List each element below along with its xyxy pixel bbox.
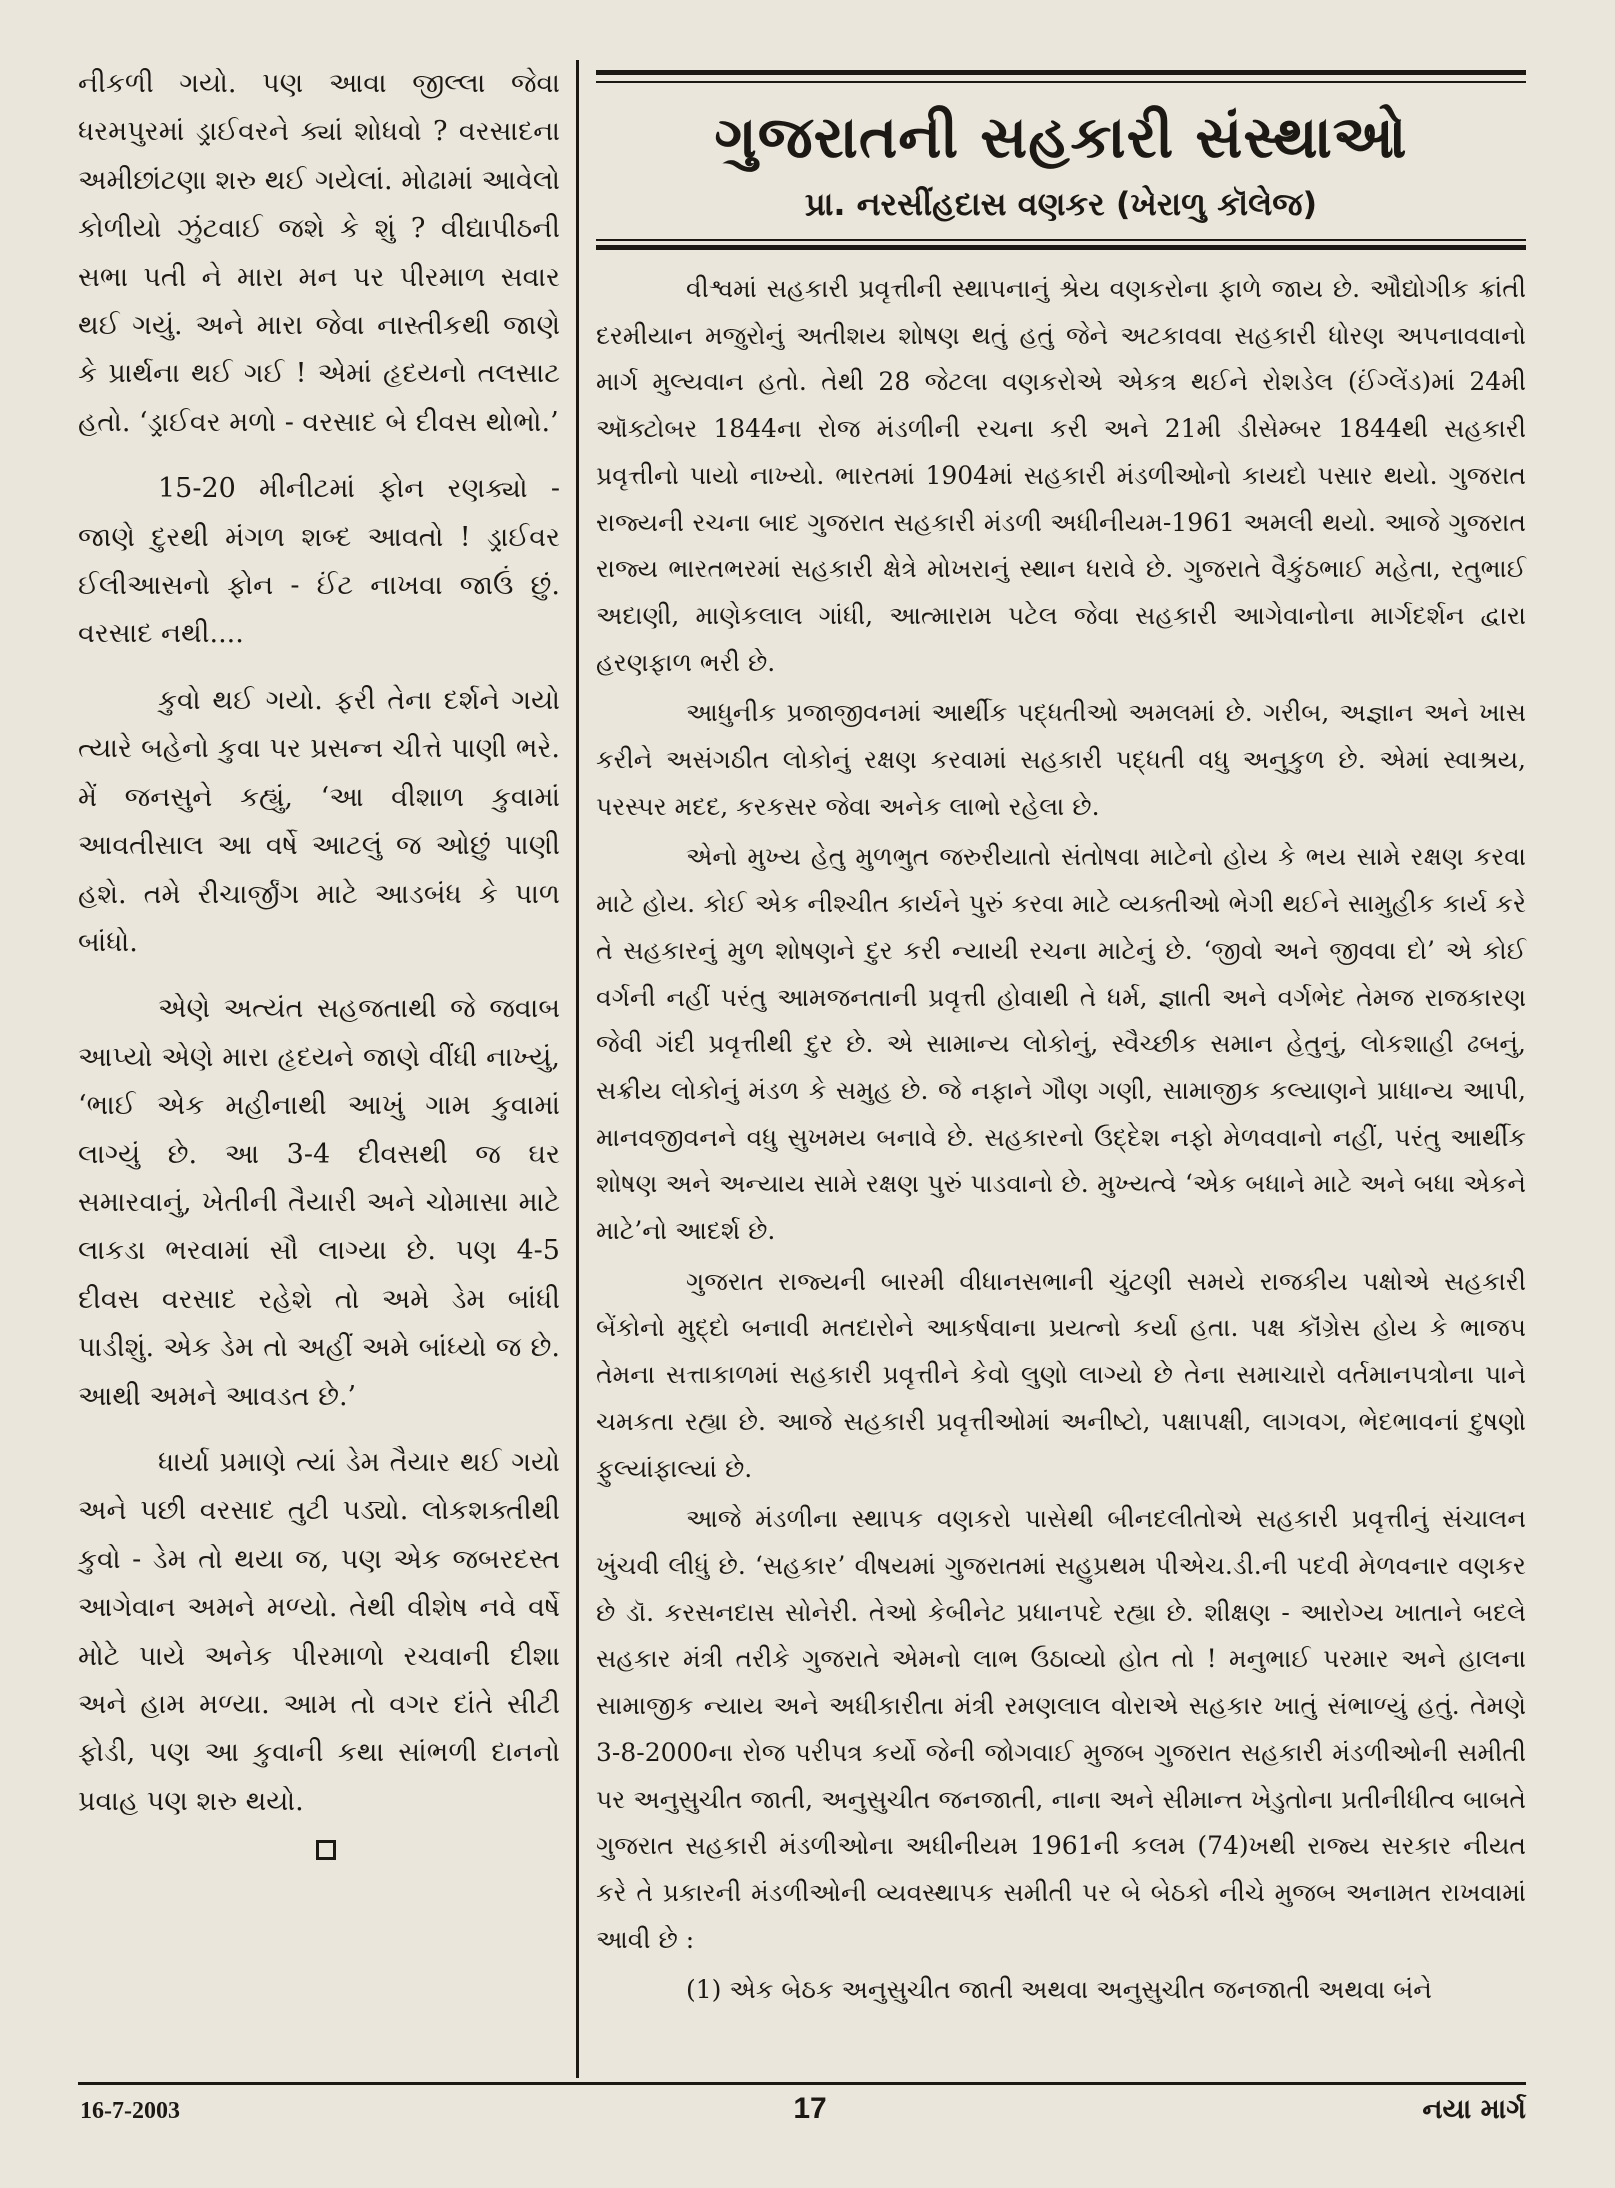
left-paragraph-2: 15-20 મીનીટમાં ફોન રણક્યો - જાણે દુરથી મંગળ શબ્દ આવતો ! ડ્રાઈવર ઈલીઆસનો ફોન - ઈંટ નાખવા જાઉં છું. વરસાદ નથી.... [78,473,560,650]
left-paragraph-5: ધાર્યા પ્રમાણે ત્યાં ડેમ તૈયાર થઈ ગયો અને પછી વરસાદ તુટી પડ્યો. લોકશક્તીથી કુવો - ડેમ તો થયા જ, પણ એક જબરદસ્ત આગેવાન અમને મળ્યો. તેથી વીશેષ નવે વર્ષે મોટે પાયે અનેક પીરમાળો રચવાની દીશા અને હામ મળ્યા. આમ તો વગર દાંતે સીટી ફોડી, પણ આ કુવાની કથા સાંભળી દાનનો પ્રવાહ પણ શરુ થયો. [78,1446,560,1817]
article-byline: પ્રા. નરસીંહદાસ વણકર (ખેરાળુ કૉલેજ) [804,185,1318,223]
column-divider [576,60,579,2078]
footer-rule [78,2082,1526,2085]
page-number: 17 [793,2092,827,2125]
article-column [596,70,1526,2018]
publication-name: નયા માર્ગ [1422,2094,1526,2125]
article-paragraph-2: આધુનીક પ્રજાજીવનમાં આર્થીક પદ્ધતીઓ અમલમાં છે. ગરીબ, અજ્ઞાન અને ખાસ કરીને અસંગઠીત લોકોનું રક્ષણ કરવામાં સહકારી પદ્ધતી વધુ અનુકુળ છે. એમાં સ્વાશ્રય, પરસ્પર મદદ, કરકસર જેવા અનેક લાભો રહેલા છે. [596,698,1526,821]
header-rule-bottom [596,245,1526,250]
article-paragraph-4: ગુજરાત રાજ્યની બારમી વીધાનસભાની ચુંટણી સમયે રાજકીય પક્ષોએ સહકારી બેંકોનો મુદ્દો બનાવી મતદારોને આકર્ષવાના પ્રયત્નો કર્યા હતા. પક્ષ કૉંગ્રેસ હોય કે ભાજપ તેમના સત્તાકાળમાં સહકારી પ્રવૃત્તીને કેવો લુણો લાગ્યો છે તેના સમાચારો વર્તમાનપત્રોના પાને ચમકતા રહ્યા છે. આજે સહકારી પ્રવૃત્તીઓમાં અનીષ્ટો, પક્ષાપક્ષી, લાગવગ, ભેદભાવનાં દુષણો ફુલ્યાંફાલ્યાં છે. [596,1266,1526,1483]
end-of-article-box-icon [316,1840,336,1860]
left-column [78,60,560,1860]
article-body [596,266,1526,2014]
article-paragraph-5: આજે મંડળીના સ્થાપક વણકરો પાસેથી બીનદલીતોએ સહકારી પ્રવૃત્તીનું સંચાલન ખુંચવી લીધું છે. ‘સહકાર’ વીષયમાં ગુજરાતમાં સહુપ્રથમ પીએચ.ડી.ની પદવી મેળવનાર વણકર છે ડૉ. કરસનદાસ સોનેરી. તેઓ કેબીનેટ પ્રધાનપદે રહ્યા છે. શીક્ષણ - આરોગ્ય ખાતાને બદલે સહકાર મંત્રી તરીકે ગુજરાતે એમનો લાભ ઉઠાવ્યો હોત તો ! મનુભાઈ પરમાર અને હાલના સામાજીક ન્યાય અને અધીકારીતા મંત્રી રમણલાલ વોરાએ સહકાર ખાતું સંભાળ્યું હતું. તેમણે 3-8-2000ના રોજ પરીપત્ર કર્યો જેની જોગવાઈ મુજબ ગુજરાત સહકારી મંડળીઓની સમીતી પર અનુસુચીત જાતી, અનુસુચીત જનજાતી, નાના અને સીમાન્ત ખેડુતોના પ્રતીનીધીત્વ બાબતે ગુજરાત સહકારી મંડળીઓના અધીનીયમ 1961ની કલમ (74)ખથી રાજ્ય સરકાર નીયત કરે તે પ્રકારની મંડળીઓની વ્યવસ્થાપક સમીતી પર બે બેઠકો નીચે મુજબ અનામત રાખવામાં આવી છે : [596,1504,1526,1954]
left-paragraph-3: કુવો થઈ ગયો. ફરી તેના દર્શને ગયો ત્યારે બહેનો કુવા પર પ્રસન્ન ચીત્તે પાણી ભરે. મેં જનસુને કહ્યું, ‘આ વીશાળ કુવામાં આવતીસાલ આ વર્ષે આટલું જ ઓછું પાણી હશે. તમે રીચાર્જીંગ માટે આડબંધ કે પાળ બાંધો. [78,684,560,958]
header-rule-top [596,70,1526,75]
article-paragraph-1: વીશ્વમાં સહકારી પ્રવૃત્તીની સ્થાપનાનું શ્રેય વણકરોના ફાળે જાય છે. ઔદ્યોગીક ક્રાંતી દરમીયાન મજુરોનું અતીશય શોષણ થતું હતું જેને અટકાવવા સહકારી ધોરણ અપનાવવાનો માર્ગ મુલ્યવાન હતો. તેથી 28 જેટલા વણકરોએ એકત્ર થઈને રોશડેલ (ઈંગ્લેંડ)માં 24મી ઑક્ટોબર 1844ના રોજ મંડળીની રચના કરી અને 21મી ડીસેમ્બર 1844થી સહકારી પ્રવૃત્તીનો પાયો નાખ્યો. ભારતમાં 1904માં સહકારી મંડળીઓનો કાયદો પસાર થયો. ગુજરાત રાજ્યની રચના બાદ ગુજરાત સહકારી મંડળી અધીનીયમ-1961 અમલી થયો. આજે ગુજરાત રાજ્ય ભારતભરમાં સહકારી ક્ષેત્રે મોખરાનું સ્થાન ધરાવે છે. ગુજરાતે વૈકુંઠભાઈ મહેતા, રતુભાઈ અદાણી, માણેકલાલ ગાંધી, આત્મારામ પટેલ જેવા સહકારી આગેવાનોના માર્ગદર્શન દ્વારા હરણફાળ ભરી છે. [596,274,1526,677]
header-rule-top-thin [596,81,1526,83]
article-paragraph-3: એનો મુખ્ય હેતુ મુળભુત જરુરીયાતો સંતોષવા માટેનો હોય કે ભય સામે રક્ષણ કરવા માટે હોય. કોઈ એક નીશ્ચીત કાર્યને પુરું કરવા માટે વ્યક્તીઓ ભેગી થઈને સામુહીક કાર્ય કરે તે સહકારનું મુળ શોષણને દુર કરી ન્યાયી રચના માટેનું છે. ‘જીવો અને જીવવા દો’ એ કોઈ વર્ગની નહીં પરંતુ આમજનતાની પ્રવૃત્તી હોવાથી તે ધર્મ, જ્ઞાતી અને વર્ગભેદ તેમજ રાજકારણ જેવી ગંદી પ્રવૃત્તીથી દુર છે. એ સામાન્ય લોકોનું, સ્વૈચ્છીક સમાન હેતુનું, લોકશાહી ઢબનું, સક્રીય લોકોનું મંડળ કે સમુહ છે. જે નફાને ગૌણ ગણી, સામાજીક કલ્યાણને પ્રાધાન્ય આપી, માનવજીવનને વધુ સુખમય બનાવે છે. સહકારનો ઉદ્દેશ નફો મેળવવાનો નહીં, પરંતુ આર્થીક શોષણ અને અન્યાય સામે રક્ષણ પુરું પાડવાનો છે. મુખ્યત્વે ‘એક બધાને માટે અને બધા એકને માટે’નો આદર્શ છે. [596,842,1526,1246]
header-rule-bottom-thin [596,239,1526,241]
left-paragraph-1: નીકળી ગયો. પણ આવા જીલ્લા જેવા ધરમપુરમાં ડ્રાઈવરને ક્યાં શોધવો ? વરસાદના અમીછાંટણા શરુ થઈ ગયેલાં. મોઢામાં આવેલો કોળીયો ઝુંટવાઈ જશે કે શું ? વીદ્યાપીઠની સભા પતી ને મારા મન પર પીરમાળ સવાર થઈ ગયું. અને મારા જેવા નાસ્તીકથી જાણે કે પ્રાર્થના થઈ ગઈ ! એમાં હૃદયનો તલસાટ હતો. ‘ડ્રાઈવર મળો - વરસાદ બે દીવસ થોભો.’ [78,68,560,438]
article-title: ગુજરાતની સહકારી સંસ્થાઓ [714,103,1408,171]
article-paragraph-6: (1) એક બેઠક અનુસુચીત જાતી અથવા અનુસુચીત જનજાતી અથવા બંને [686,1975,1432,2005]
left-paragraph-4: એણે અત્યંત સહજતાથી જે જવાબ આપ્યો એણે મારા હૃદયને જાણે વીંધી નાખ્યું, ‘ભાઈ એક મહીનાથી આખું ગામ કુવામાં લાગ્યું છે. આ 3-4 દીવસથી જ ઘર સમારવાનું, ખેતીની તૈયારી અને ચોમાસા માટે લાકડા ભરવામાં સૌ લાગ્યા છે. પણ 4-5 દીવસ વરસાદ રહેશે તો અમે ડેમ બાંધી પાડીશું. એક ડેમ તો અહીં અમે બાંધ્યો જ છે. આથી અમને આવડત છે.’ [78,993,560,1412]
footer-date: 16-7-2003 [80,2098,180,2124]
